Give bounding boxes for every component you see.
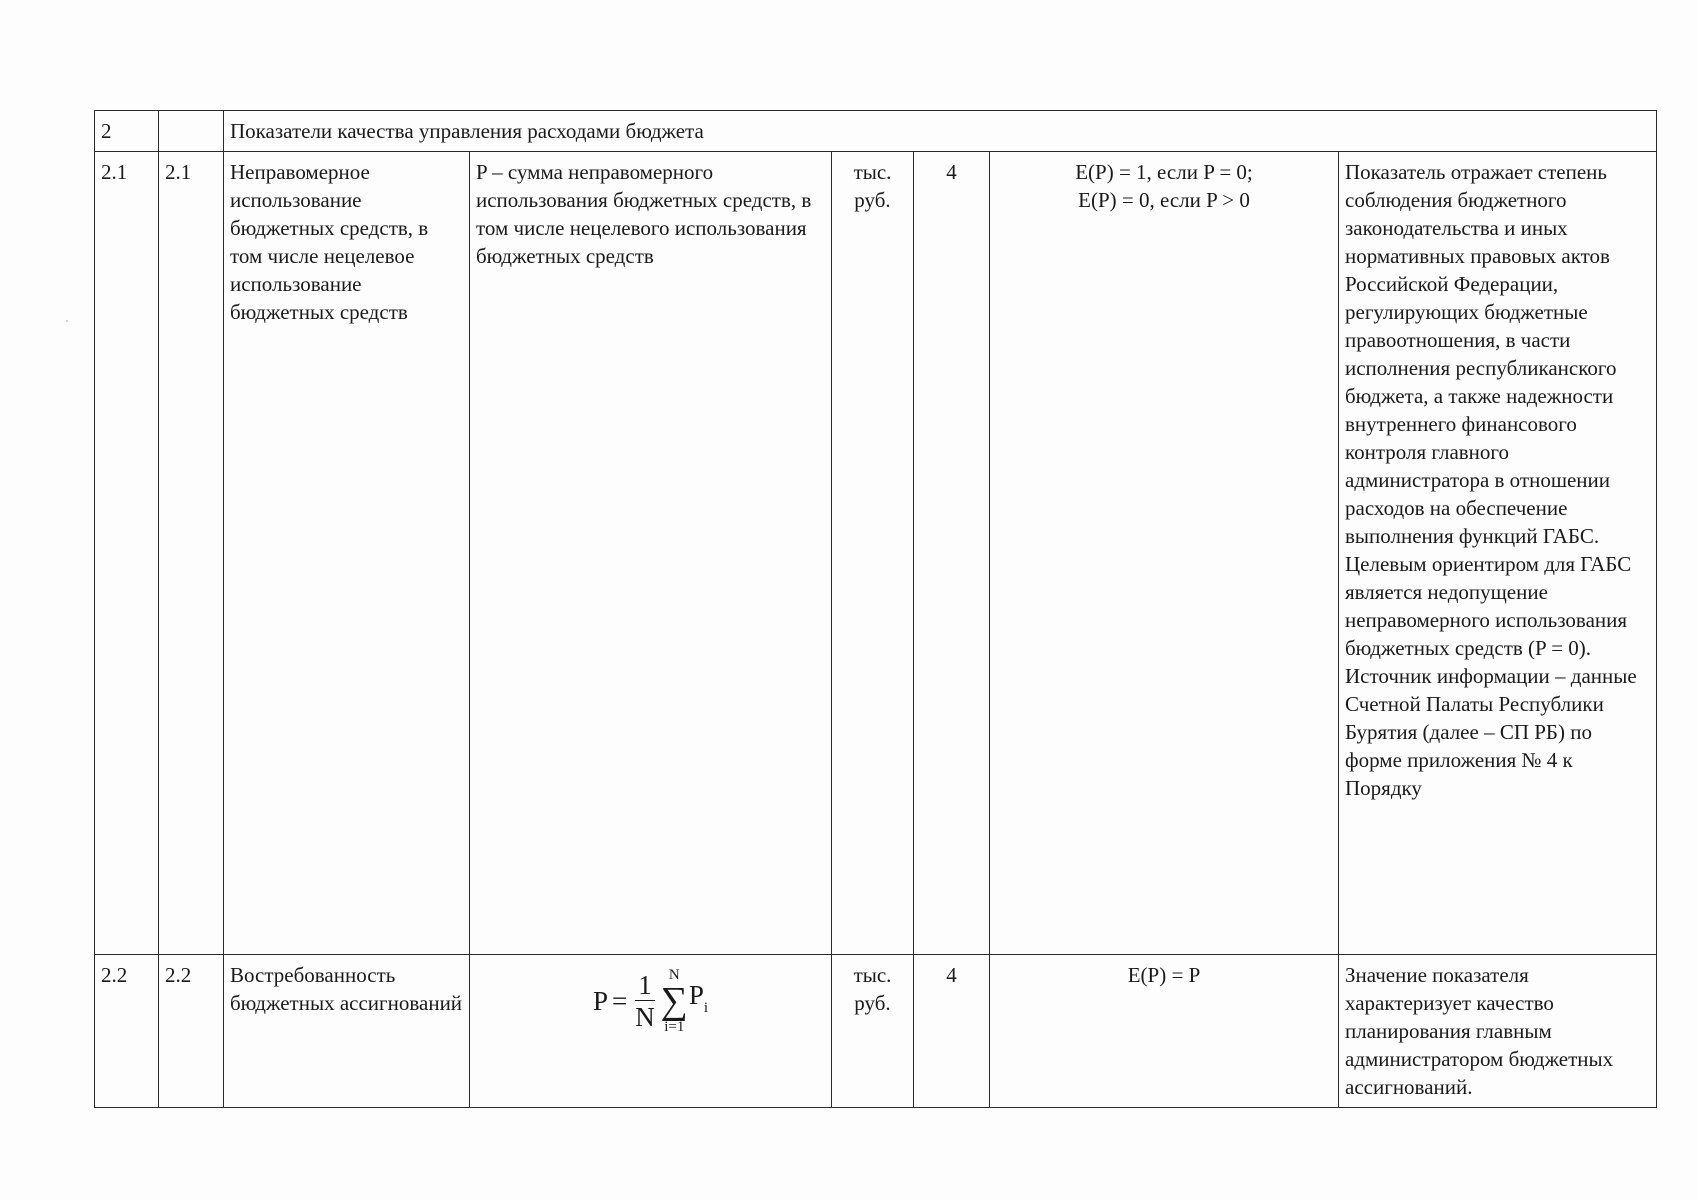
indicator-unit: тыс. руб. bbox=[832, 955, 914, 1108]
comment-paragraph: Показатель отражает степень соблюдения бюджетного законодательства и иных нормативных правовых актов Российской Федерации, регулирующих бюджетные правоотношения, в части исполнения республиканского бюджета, а также надежности внутреннего финансового контроля главного администратора в отношении расходов на обеспечение выполнения функций ГАБС. bbox=[1345, 160, 1617, 548]
indicator-comment bbox=[1339, 152, 1657, 955]
evaluation-line: E(P) = P bbox=[1127, 963, 1201, 987]
row-sub-number: 2.1 bbox=[159, 152, 224, 955]
evaluation-line: E(P) = 1, если P = 0; bbox=[1075, 160, 1253, 184]
formula-expression bbox=[593, 967, 708, 1035]
section-row bbox=[95, 111, 1657, 152]
sum-upper-limit: N bbox=[668, 967, 680, 983]
row-number: 2.2 bbox=[95, 955, 159, 1108]
formula-term-subscript: i bbox=[703, 999, 709, 1016]
indicator-evaluation bbox=[990, 955, 1339, 1108]
indicator-comment bbox=[1339, 955, 1657, 1108]
section-sub bbox=[159, 111, 224, 152]
table-row bbox=[95, 955, 1657, 1108]
comment-paragraph: Значение показателя характеризует качество планирования главным администратором бюджетных ассигнований. bbox=[1345, 963, 1614, 1099]
row-number: 2.1 bbox=[95, 152, 159, 955]
formula-term-symbol: P bbox=[688, 979, 704, 1010]
indicator-weight: 4 bbox=[914, 152, 990, 955]
indicator-formula bbox=[470, 955, 832, 1108]
indicators-table bbox=[94, 110, 1657, 1108]
scan-speck bbox=[66, 320, 68, 322]
indicator-evaluation bbox=[990, 152, 1339, 955]
table-row bbox=[95, 152, 1657, 955]
indicator-definition: P – сумма неправомерного использования бюджетных средств, в том числе нецелевого использования бюджетных средств bbox=[470, 152, 832, 955]
comment-paragraph: Источник информации – данные Счетной Палаты Республики Бурятия (далее – СП РБ) по форме приложения № 4 к Порядку bbox=[1345, 664, 1637, 800]
formula-numerator: 1 bbox=[635, 970, 655, 1001]
formula-lhs: P bbox=[592, 986, 608, 1016]
indicator-unit: тыс. руб. bbox=[832, 152, 914, 955]
formula-equals: = bbox=[612, 986, 628, 1016]
formula-summation bbox=[661, 967, 688, 1035]
section-number: 2 bbox=[95, 111, 159, 152]
formula-fraction bbox=[635, 970, 655, 1033]
evaluation-line: E(P) = 0, если P > 0 bbox=[1078, 188, 1250, 212]
formula-term bbox=[689, 981, 708, 1022]
comment-paragraph: Целевым ориентиром для ГАБС является недопущение неправомерного использования бюджетных средств (P = 0). bbox=[1345, 552, 1632, 660]
indicator-weight: 4 bbox=[914, 955, 990, 1108]
formula-denominator: N bbox=[635, 1001, 655, 1032]
row-sub-number: 2.2 bbox=[159, 955, 224, 1108]
sigma-icon: ∑ bbox=[660, 980, 688, 1022]
section-title: Показатели качества управления расходами бюджета bbox=[224, 111, 1657, 152]
sum-lower-limit: i=1 bbox=[664, 1019, 685, 1035]
indicator-name: Неправомерное использование бюджетных средств, в том числе нецелевое использование бюджетных средств bbox=[224, 152, 470, 955]
indicator-name: Востребованность бюджетных ассигнований bbox=[224, 955, 470, 1108]
